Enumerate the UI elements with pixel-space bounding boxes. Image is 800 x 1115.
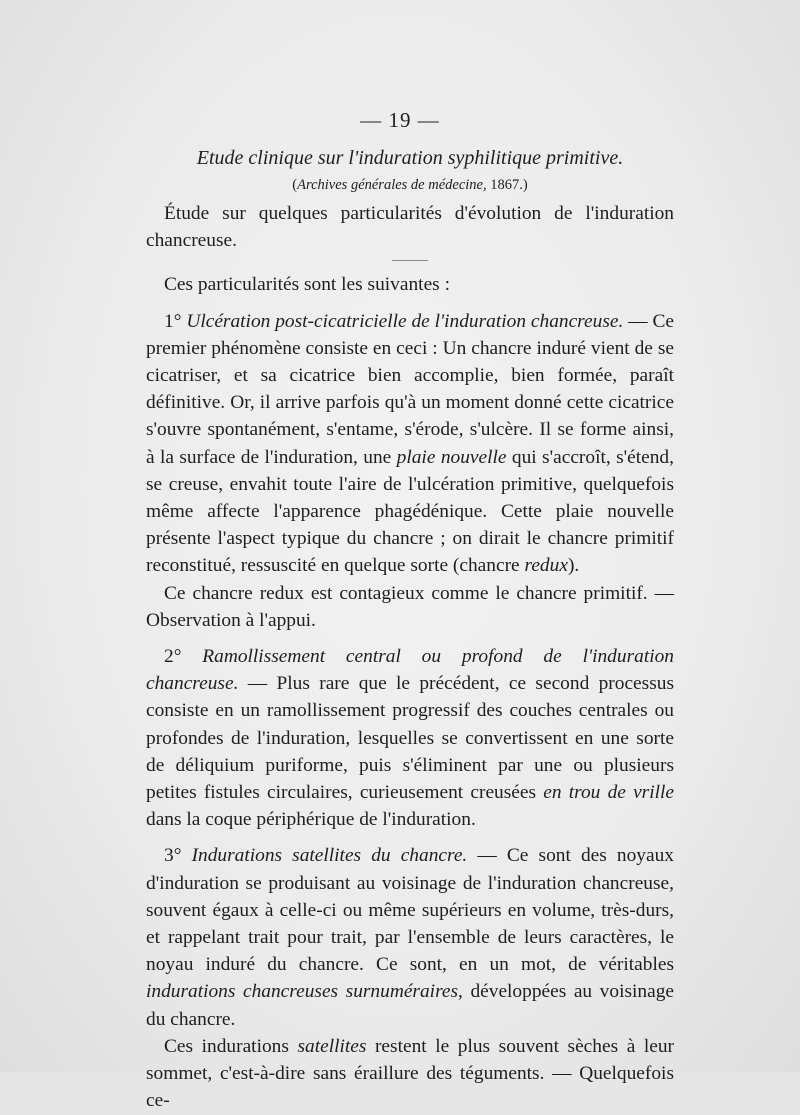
section-3-emphasis-a: indurations chancreuses surnuméraires: [146, 981, 459, 1003]
article-title: Etude clinique sur l'induration syphilitique primitive.: [196, 147, 624, 169]
section-3-text-b: , développées au voisinage du chancre.: [146, 981, 674, 1030]
section-1-text-a: — Ce premier phénomène consiste en ceci : Un chancre induré vient de se cicatriser, et sa cicatrice bien accomplie, bien formée, paraît définitive. Or, il arrive parfois qu'à un moment donné cette cicatrice s'ouvre spontanément, s'entame, s'érode, s'ulcère. Il se forme ainsi, à la surface de l'induration, une: [146, 310, 674, 468]
intro-paragraph: Étude sur quelques particularités d'évolution de l'induration chancreuse.: [146, 203, 674, 252]
redux-paragraph: Ce chancre redux est contagieux comme le chancre primitif. — Observation à l'appui.: [146, 582, 674, 631]
citation-year: 1867.): [486, 177, 528, 193]
section-1-text-c: ).: [567, 555, 580, 577]
closing-text-a: Ces indurations: [164, 1035, 298, 1057]
section-1-emphasis-b: redux: [524, 555, 568, 577]
section-1-heading: Ulcération post-cicatricielle de l'induration chancreuse.: [186, 310, 624, 332]
section-1-number: 1°: [164, 310, 187, 332]
section-1-text-b: qui s'accroît, s'étend, se creuse, envahit toute l'aire de l'ulcération primitive, quelquefois même affecte l'apparence phagédénique. Cette plaie nouvelle présente l'aspect typique du chancre ; on dirait le chancre primitif reconstitué, ressuscité en quelque sorte (chancre: [146, 446, 674, 577]
section-1-emphasis-a: plaie nouvelle: [396, 446, 507, 468]
section-2-paragraph: [146, 643, 674, 833]
section-2-number: 2°: [164, 646, 203, 668]
closing-emphasis: satellites: [297, 1035, 367, 1057]
section-3-heading: Indurations satellites du chancre.: [191, 845, 468, 867]
citation-open: (: [292, 177, 298, 193]
text-body: [146, 144, 674, 1115]
lead-paragraph: Ces particularités sont les suivantes :: [164, 274, 450, 296]
page-number: — 19 —: [360, 108, 440, 132]
section-2-text-b: dans la coque périphérique de l'induration.: [146, 809, 476, 831]
section-2-heading: Ramollissement central ou profond de l'induration chancreuse.: [146, 646, 674, 695]
citation-journal: Archives générales de médecine,: [297, 177, 487, 193]
section-2-text-a: — Plus rare que le précédent, ce second processus consiste en un ramollissement progressif des couches centrales ou profondes de l'induration, lesquelles se convertissent en une sorte de déliquium puriforme, puis s'éliminent par une ou plusieurs petites fistules circulaires, curieusement creusées: [146, 673, 674, 804]
section-divider: [392, 260, 428, 261]
source-citation: [146, 174, 674, 196]
section-2-emphasis-a: en trou de vrille: [543, 782, 674, 804]
closing-text-b: restent le plus souvent sèches à leur sommet, c'est-à-dire sans éraillure des téguments. — Quelquefois ce-: [146, 1035, 675, 1112]
section-3-number: 3°: [164, 845, 192, 867]
section-3-paragraph: [146, 842, 674, 1032]
section-1-paragraph: [146, 308, 674, 580]
section-3-text-a: — Ce sont des noyaux d'induration se produisant au voisinage de l'induration chancreuse, souvent égaux à celle-ci ou même supérieurs en volume, très-durs, et rappelant trait pour trait, par l'ensemble de leurs caractères, le noyau induré du chancre. Ce sont, en un mot, de véritables: [146, 845, 674, 976]
closing-paragraph: [146, 1033, 674, 1115]
